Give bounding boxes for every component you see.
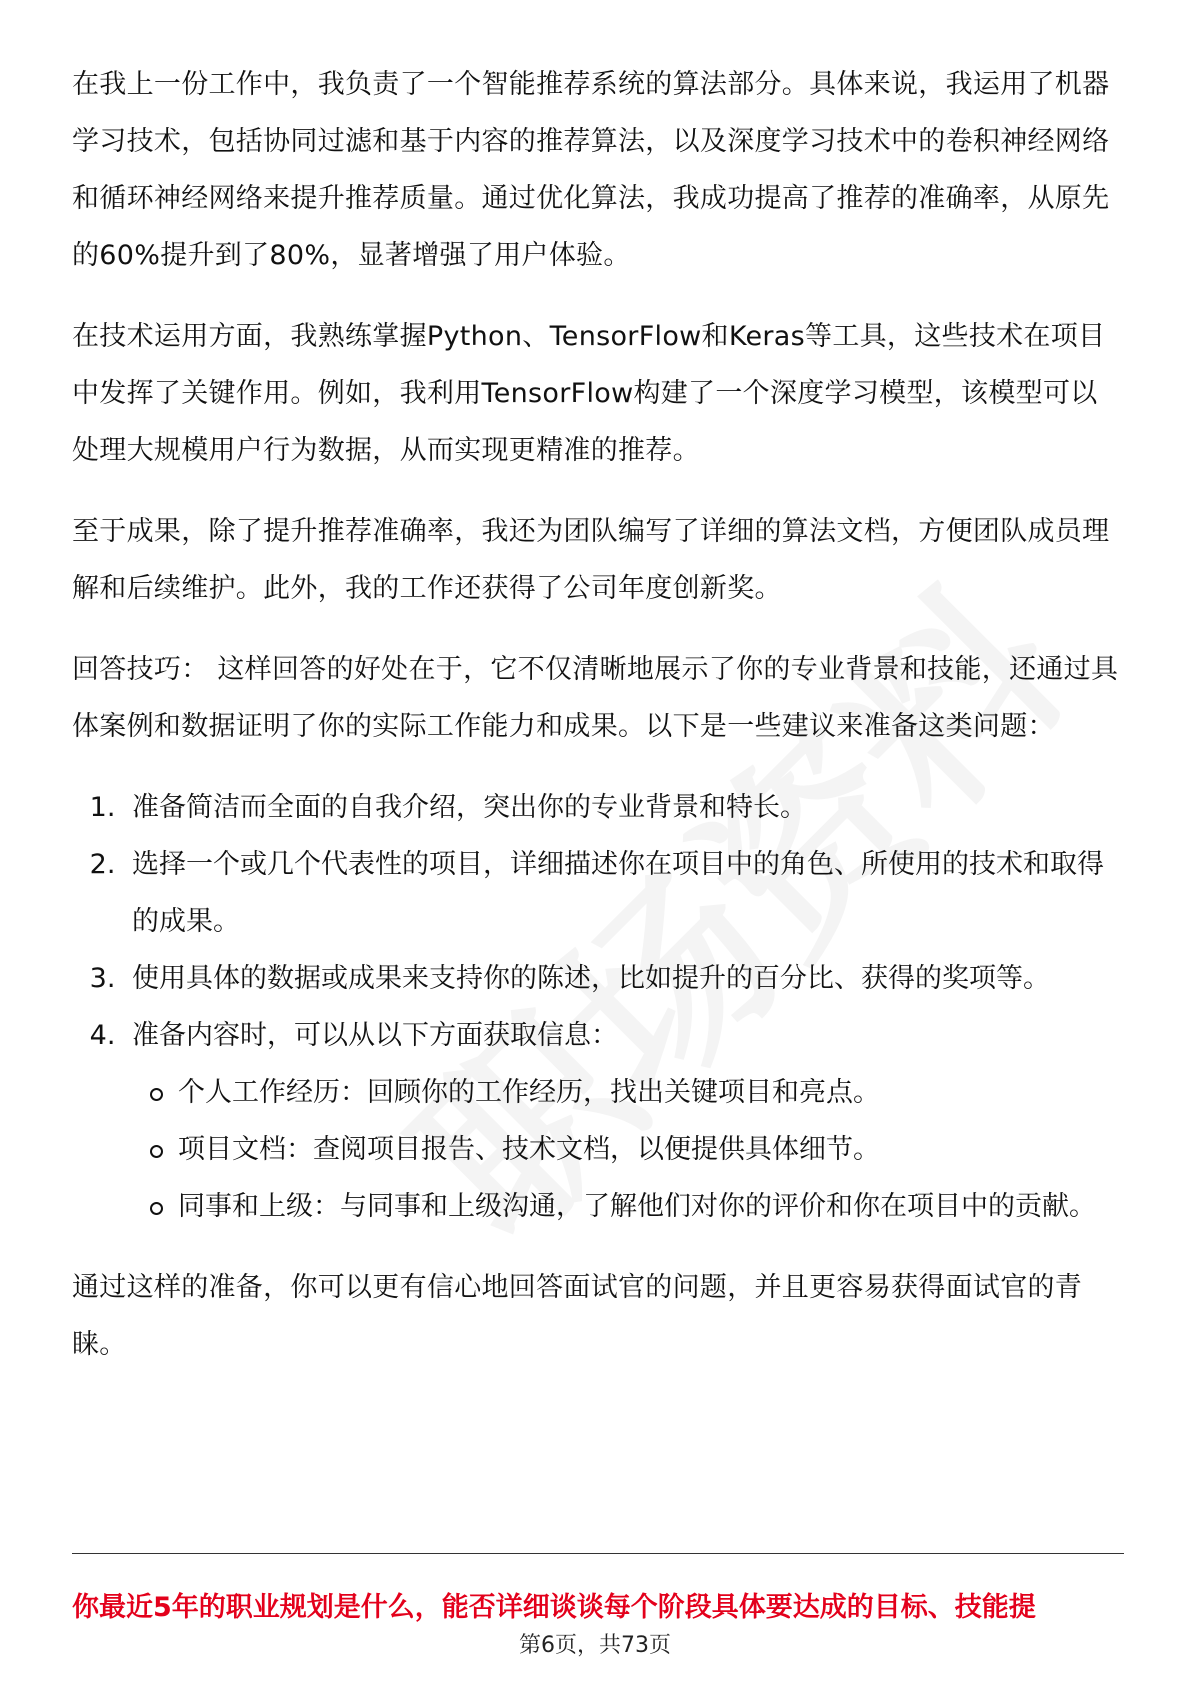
paragraph-tech-usage: 在技术运用方面，我熟练掌握Python、TensorFlow和Keras等工具，这些技术在项目中发挥了关键作用。例如，我利用TensorFlow构建了一个深度学习模型，该模型可以处理大规模用户行为数据，从而实现更精准的推荐。 bbox=[72, 321, 1106, 466]
info-source-list bbox=[132, 1064, 1124, 1235]
list-item bbox=[124, 836, 1124, 950]
sub-list-item-text: 项目文档：查阅项目报告、技术文档，以便提供具体细节。 bbox=[178, 1134, 880, 1165]
sub-list-item bbox=[178, 1064, 1124, 1121]
tips-list bbox=[72, 779, 1124, 1235]
paragraph-answer-tips: 回答技巧： 这样回答的好处在于，它不仅清晰地展示了你的专业背景和技能，还通过具体案例和数据证明了你的实际工作能力和成果。以下是一些建议来准备这类问题： bbox=[72, 654, 1119, 742]
list-item-text: 选择一个或几个代表性的项目，详细描述你在项目中的角色、所使用的技术和取得的成果。 bbox=[132, 849, 1104, 937]
sub-list-item-text: 个人工作经历：回顾你的工作经历，找出关键项目和亮点。 bbox=[178, 1077, 880, 1108]
sub-list-item bbox=[178, 1178, 1124, 1235]
list-item bbox=[124, 779, 1124, 836]
list-item bbox=[124, 950, 1124, 1007]
page-number: 第6页，共73页 bbox=[519, 1633, 671, 1658]
section-divider bbox=[72, 1553, 1124, 1554]
list-item-text: 准备简洁而全面的自我介绍，突出你的专业背景和特长。 bbox=[132, 792, 807, 823]
list-item bbox=[124, 1007, 1124, 1235]
sub-list-item bbox=[178, 1121, 1124, 1178]
sub-list-item-text: 同事和上级：与同事和上级沟通，了解他们对你的评价和你在项目中的贡献。 bbox=[178, 1191, 1096, 1222]
paragraph-project-description: 在我上一份工作中，我负责了一个智能推荐系统的算法部分。具体来说，我运用了机器学习技术，包括协同过滤和基于内容的推荐算法，以及深度学习技术中的卷积神经网络和循环神经网络来提升推荐质量。通过优化算法，我成功提高了推荐的准确率，从原先的60%提升到了80%，显著增强了用户体验。 bbox=[72, 69, 1110, 271]
paragraph-conclusion: 通过这样的准备，你可以更有信心地回答面试官的问题，并且更容易获得面试官的青睐。 bbox=[72, 1272, 1083, 1360]
next-question-heading: 你最近5年的职业规划是什么，能否详细谈谈每个阶段具体要达成的目标、技能提 bbox=[72, 1592, 1036, 1623]
list-item-text: 使用具体的数据或成果来支持你的陈述，比如提升的百分比、获得的奖项等。 bbox=[132, 963, 1050, 994]
paragraph-achievements: 至于成果，除了提升推荐准确率，我还为团队编写了详细的算法文档，方便团队成员理解和后续维护。此外，我的工作还获得了公司年度创新奖。 bbox=[72, 516, 1110, 604]
list-item-text: 准备内容时，可以从以下方面获取信息： bbox=[132, 1020, 618, 1051]
main-content bbox=[72, 56, 1124, 1397]
